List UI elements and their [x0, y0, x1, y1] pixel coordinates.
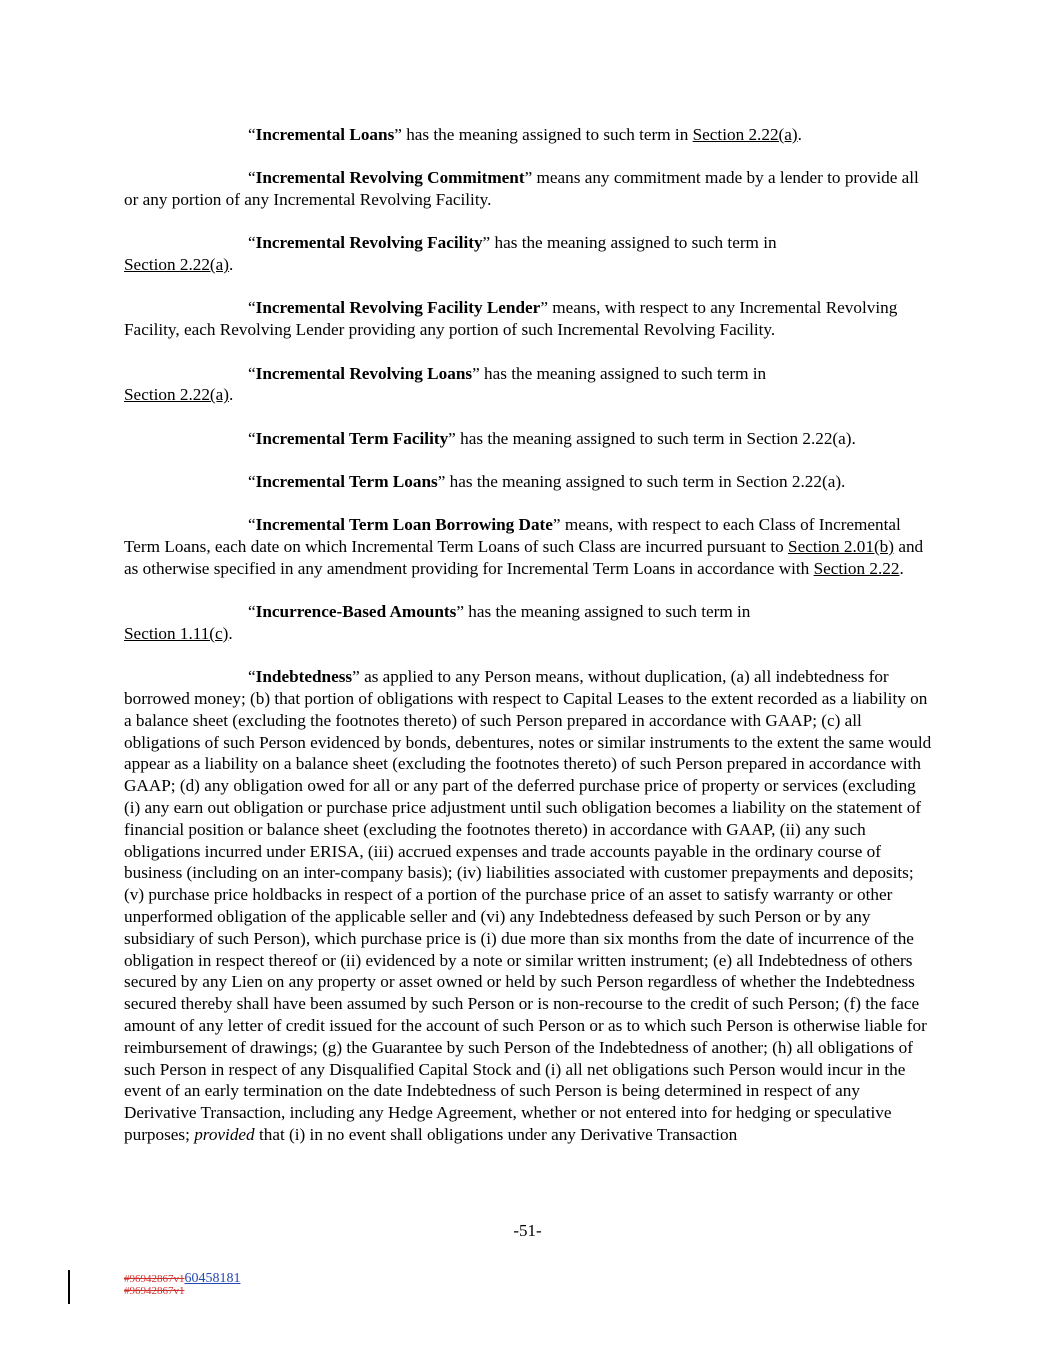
- defined-term: Incremental Term Facility: [255, 428, 449, 448]
- change-bar: [68, 1270, 70, 1304]
- defined-term: Incurrence-Based Amounts: [255, 602, 457, 622]
- section-reference: Section 2.01(b): [788, 537, 895, 557]
- deleted-doc-id: #96942867v1: [124, 1285, 185, 1297]
- definition-indebtedness: “Indebtedness” as applied to any Person means, without duplication, (a) all indebtedness for borrowed money; (b) that portion of obligations with respect to Capital Leases to the extent recorded as a liability on a balance sheet (excluding the footnotes thereto) of such Person prepared in accordance with GAAP; (c) all obligations of such Person evidenced by bonds, debentures, notes or similar instruments to the extent the same would appear as a liability on a balance sheet (excluding the footnotes thereto) of such Person prepared in accordance with GAAP; (d) any obligation owed for all or any part of the deferred purchase price of property or services (excluding (i) any earn out obligation or purchase price adjustment until such obligation becomes a liability on the statement of financial position or balance sheet (excluding the footnotes thereto) in accordance with GAAP, (ii) any such obligations incurred under ERISA, (iii) accrued expenses and trade accounts payable in the ordinary course of business (including on an inter-company basis); (iv) liabilities associated with customer prepayments and deposits; (v) purchase price holdbacks in respect of a portion of the purchase price of an asset to satisfy warranty or other unperformed obligation of the applicable seller and (vi) any Indebtedness defeased by such Person or by any subsidiary of such Person), which purchase price is (i) due more than six months from the date of incurrence of the obligation in respect thereof or (ii) evidenced by a note or similar written instrument; (e) all Indebtedness of others secured by any Lien on any property or asset owned or held by such Person regardless of whether the Indebtedness secured thereby shall have been assumed by such Person or is non-recourse to the credit of such Person; (f) the face amount of any letter of credit issued for the account of such Person or as to which such Person is otherwise liable for reimbursement of drawings; (g) the Guarantee by such Person of the Indebtedness of another; (h) all obligations of such Person in respect of any Disqualified Capital Stock and (i) all net obligations such Person would incur in the event of an early termination on the date Indebtedness of such Person is being determined in respect of any Derivative Transaction, including any Hedge Agreement, whether or not entered into for hedging or speculative purposes; provided that (i) in no event shall obligations under any Derivative Transaction: [124, 667, 932, 1144]
- definition-incremental-loans: “Incremental Loans” has the meaning assigned to such term in Section 2.22(a).: [248, 125, 802, 144]
- document-body: [124, 124, 932, 1167]
- definition-incremental-term-loans: “Incremental Term Loans” has the meaning assigned to such term in Section 2.22(a).: [248, 471, 846, 491]
- defined-term: Incremental Revolving Facility Lender: [255, 298, 541, 318]
- definition-incurrence-based-amounts: “Incurrence-Based Amounts” has the meaning assigned to such term in Section 1.11(c).: [124, 602, 751, 643]
- section-reference: Section 2.22(a): [692, 125, 798, 144]
- defined-term: Incremental Revolving Loans: [255, 363, 473, 383]
- page-number: -51-: [513, 1221, 542, 1240]
- defined-term: Indebtedness: [255, 667, 353, 687]
- definition-incremental-revolving-loans: “Incremental Revolving Loans” has the meaning assigned to such term in Section 2.22(a).: [124, 363, 767, 405]
- definition-incremental-revolving-facility: “Incremental Revolving Facility” has the meaning assigned to such term in Section 2.22(a).: [124, 233, 777, 275]
- defined-term: Incremental Term Loan Borrowing Date: [255, 515, 553, 535]
- defined-term: Incremental Revolving Commitment: [255, 168, 525, 188]
- section-reference: Section 2.22: [813, 558, 900, 578]
- definition-incremental-revolving-commitment: “Incremental Revolving Commitment” means any commitment made by a lender to provide all or any portion of any Incremental Revolving Facility.: [124, 168, 919, 210]
- defined-term: Incremental Term Loans: [255, 471, 438, 491]
- document-footer: [124, 1273, 241, 1297]
- section-reference: Section 1.11(c): [124, 623, 229, 643]
- inserted-doc-id: 60458181: [184, 1271, 241, 1286]
- definition-incremental-revolving-facility-lender: “Incremental Revolving Facility Lender” means, with respect to any Incremental Revolving Facility, each Revolving Lender providing any portion of such Incremental Revolving Facility.: [124, 298, 898, 340]
- definition-incremental-term-facility: “Incremental Term Facility” has the meaning assigned to such term in Section 2.22(a).: [248, 428, 856, 448]
- section-reference: Section 2.22(a): [124, 385, 230, 405]
- deleted-doc-id: #96942867v1: [124, 1273, 185, 1285]
- section-reference: Section 2.22(a): [124, 255, 230, 275]
- defined-term: Incremental Revolving Facility: [255, 233, 483, 253]
- defined-term: Incremental Loans: [255, 125, 395, 144]
- definition-incremental-term-loan-borrowing-date: “Incremental Term Loan Borrowing Date” means, with respect to each Class of Incremental Term Loans, each date on which Incremental Term Loans of such Class are incurred pursuant to Section 2.01(b) and as otherwise specified in any amendment providing for Incremental Term Loans in accordance with Section 2.22.: [124, 515, 924, 578]
